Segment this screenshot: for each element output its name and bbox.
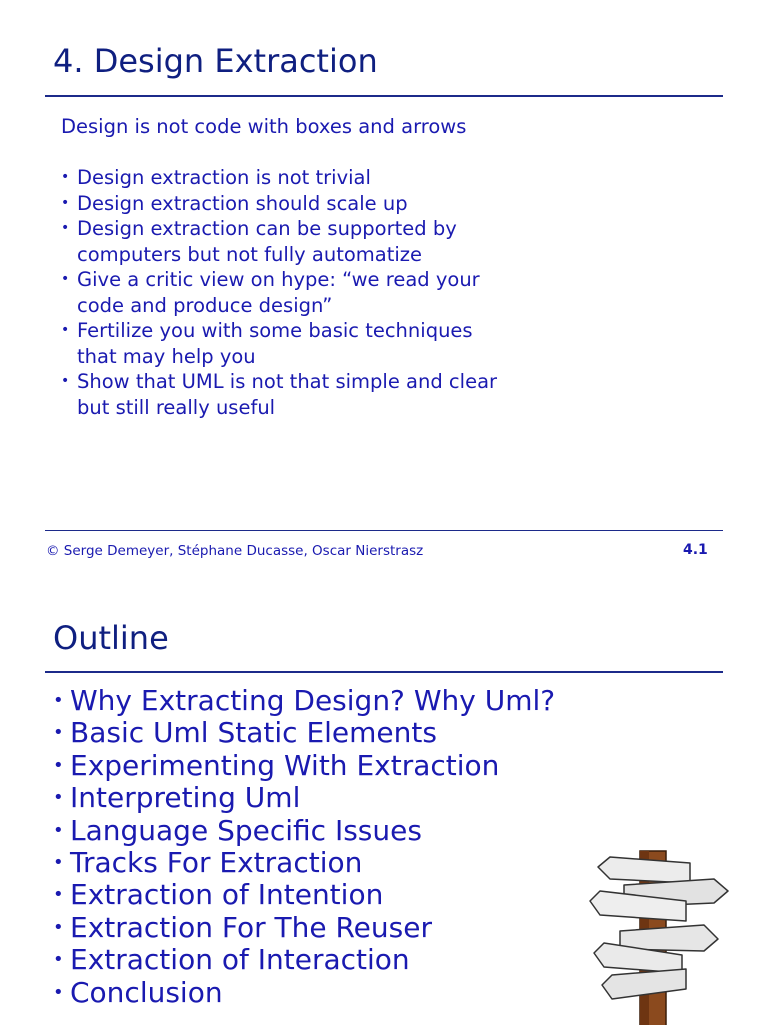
list-item-text: Basic Uml Static Elements bbox=[70, 716, 437, 750]
list-item-text: Interpreting Uml bbox=[70, 781, 301, 815]
list-item-text: Extraction of Interaction bbox=[70, 943, 410, 977]
bullet-icon: • bbox=[53, 819, 64, 841]
list-item-text: Extraction For The Reuser bbox=[70, 910, 432, 944]
bullet-icon: • bbox=[53, 916, 64, 938]
list-item bbox=[61, 267, 511, 318]
list-item bbox=[53, 847, 613, 879]
bullet-icon: • bbox=[61, 271, 70, 287]
slide-title: Outline bbox=[53, 619, 169, 657]
list-item bbox=[53, 912, 613, 944]
slide-title: 4. Design Extraction bbox=[53, 42, 378, 80]
list-item bbox=[61, 165, 511, 191]
footer-divider bbox=[45, 530, 723, 531]
outline-list bbox=[53, 685, 613, 1009]
list-item bbox=[53, 685, 613, 717]
list-item bbox=[53, 717, 613, 749]
signpost-icon bbox=[582, 845, 732, 1025]
list-item bbox=[53, 815, 613, 847]
list-item-text: Fertilize you with some basic techniques that may help you bbox=[77, 319, 473, 368]
bullet-list bbox=[61, 165, 511, 420]
bullet-icon: • bbox=[53, 722, 64, 744]
bullet-icon: • bbox=[53, 884, 64, 906]
list-item bbox=[53, 944, 613, 976]
bullet-icon: • bbox=[53, 852, 64, 874]
intro-text: Design is not code with boxes and arrows bbox=[61, 115, 467, 138]
title-divider bbox=[45, 671, 723, 673]
list-item-text: Design extraction should scale up bbox=[77, 191, 408, 215]
page-number: 4.1 bbox=[683, 542, 708, 558]
bullet-icon: • bbox=[53, 981, 64, 1003]
list-item-text: Tracks For Extraction bbox=[70, 846, 363, 880]
list-item bbox=[61, 318, 511, 369]
list-item-text: Why Extracting Design? Why Uml? bbox=[70, 684, 556, 717]
list-item-text: Give a critic view on hype: “we read your code and produce design” bbox=[77, 268, 480, 317]
bullet-icon: • bbox=[61, 194, 70, 211]
list-item bbox=[61, 369, 511, 420]
title-divider bbox=[45, 95, 723, 97]
list-item-text: Design extraction can be supported by computers but not fully automatize bbox=[77, 217, 457, 266]
bullet-icon: • bbox=[53, 690, 64, 711]
bullet-icon: • bbox=[61, 169, 70, 185]
bullet-icon: • bbox=[53, 787, 64, 809]
list-item bbox=[53, 977, 613, 1009]
slide-outline bbox=[0, 580, 768, 1024]
list-item bbox=[53, 782, 613, 814]
bullet-icon: • bbox=[61, 373, 70, 389]
list-item bbox=[53, 750, 613, 782]
list-item-text: Show that UML is not that simple and clear but still really useful bbox=[77, 370, 498, 419]
list-item-text: Experimenting With Extraction bbox=[70, 748, 500, 782]
list-item bbox=[53, 879, 613, 911]
bullet-icon: • bbox=[61, 220, 70, 236]
list-item bbox=[61, 191, 511, 217]
list-item-text: Language Specific Issues bbox=[70, 813, 422, 847]
list-item bbox=[61, 216, 511, 267]
list-item-text: Extraction of Intention bbox=[70, 878, 384, 912]
list-item-text: Design extraction is not trivial bbox=[77, 166, 371, 189]
bullet-icon: • bbox=[53, 754, 64, 776]
list-item-text: Conclusion bbox=[70, 975, 223, 1009]
bullet-icon: • bbox=[53, 949, 64, 971]
copyright-notice: © Serge Demeyer, Stéphane Ducasse, Oscar Nierstrasz bbox=[46, 543, 424, 559]
bullet-icon: • bbox=[61, 322, 70, 338]
